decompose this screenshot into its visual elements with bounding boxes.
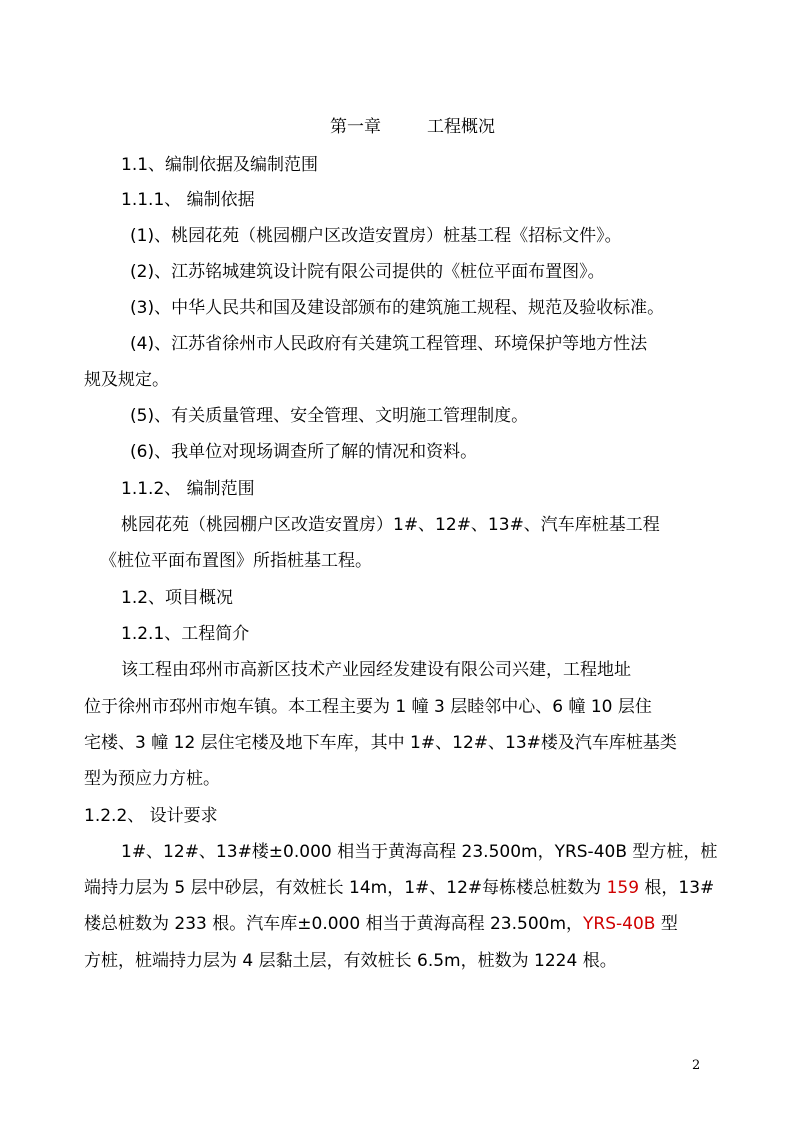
heading-1-1-1: 1.1.1、 编制依据 [121,190,255,210]
design-line-3-text-a: 楼总桩数为 233 根。汽车库±0.000 相当于黄海高程 23.500m， [84,914,584,934]
basis-item-4: (4)、江苏省徐州市人民政府有关建筑工程管理、环境保护等地方性法 [130,334,648,354]
design-line-2-text-a: 端持力层为 5 层中砂层，有效桩长 14m，1#、12#每栋楼总桩数为 [84,878,607,898]
chapter-number: 第一章 [330,117,381,137]
chapter-title [330,115,495,139]
heading-1-2-2: 1.2.2、 设计要求 [84,806,218,826]
basis-item-3: (3)、中华人民共和国及建设部颁布的建筑施工规程、规范及验收标准。 [130,298,665,318]
design-line-3 [84,912,678,936]
pile-type-highlight: YRS-40B [583,914,656,934]
basis-item-2: (2)、江苏铭城建筑设计院有限公司提供的《桩位平面布置图》。 [130,262,605,282]
intro-line-4: 型为预应力方桩。 [84,769,220,789]
intro-line-2: 位于徐州市邳州市炮车镇。本工程主要为 1 幢 3 层睦邻中心、6 幢 10 层住 [84,697,652,717]
scope-line-1: 桃园花苑（桃园棚户区改造安置房）1#、12#、13#、汽车库桩基工程 [121,515,660,535]
pile-count-highlight: 159 [606,878,640,898]
heading-1-1-2: 1.1.2、 编制范围 [121,479,255,499]
basis-item-1: (1)、桃园花苑（桃园棚户区改造安置房）桩基工程《招标文件》。 [130,226,622,246]
intro-line-3: 宅楼、3 幢 12 层住宅楼及地下车库，其中 1#、12#、13#楼及汽车库桩基类 [84,733,677,753]
scope-line-2: 《桩位平面布置图》所指桩基工程。 [100,551,372,571]
basis-item-5: (5)、有关质量管理、安全管理、文明施工管理制度。 [130,406,529,426]
design-line-2-text-b: 根，13# [639,878,715,898]
design-line-3-text-b: 型 [655,914,678,934]
heading-1-1: 1.1、编制依据及编制范围 [121,155,319,175]
design-line-1: 1#、12#、13#楼±0.000 相当于黄海高程 23.500m，YRS-40B 型方桩，桩 [121,842,718,862]
design-line-4: 方桩，桩端持力层为 4 层黏土层，有效桩长 6.5m，桩数为 1224 根。 [84,951,617,971]
chapter-name: 工程概况 [427,117,495,137]
basis-item-4-cont: 规及规定。 [84,370,169,390]
design-line-2 [84,876,714,900]
intro-line-1: 该工程由邳州市高新区技术产业园经发建设有限公司兴建，工程地址 [121,660,631,680]
heading-1-2-1: 1.2.1、工程简介 [121,624,250,644]
heading-1-2: 1.2、项目概况 [121,588,234,608]
basis-item-6: (6)、我单位对现场调查所了解的情况和资料。 [130,442,478,462]
page-number: 2 [692,1058,701,1073]
